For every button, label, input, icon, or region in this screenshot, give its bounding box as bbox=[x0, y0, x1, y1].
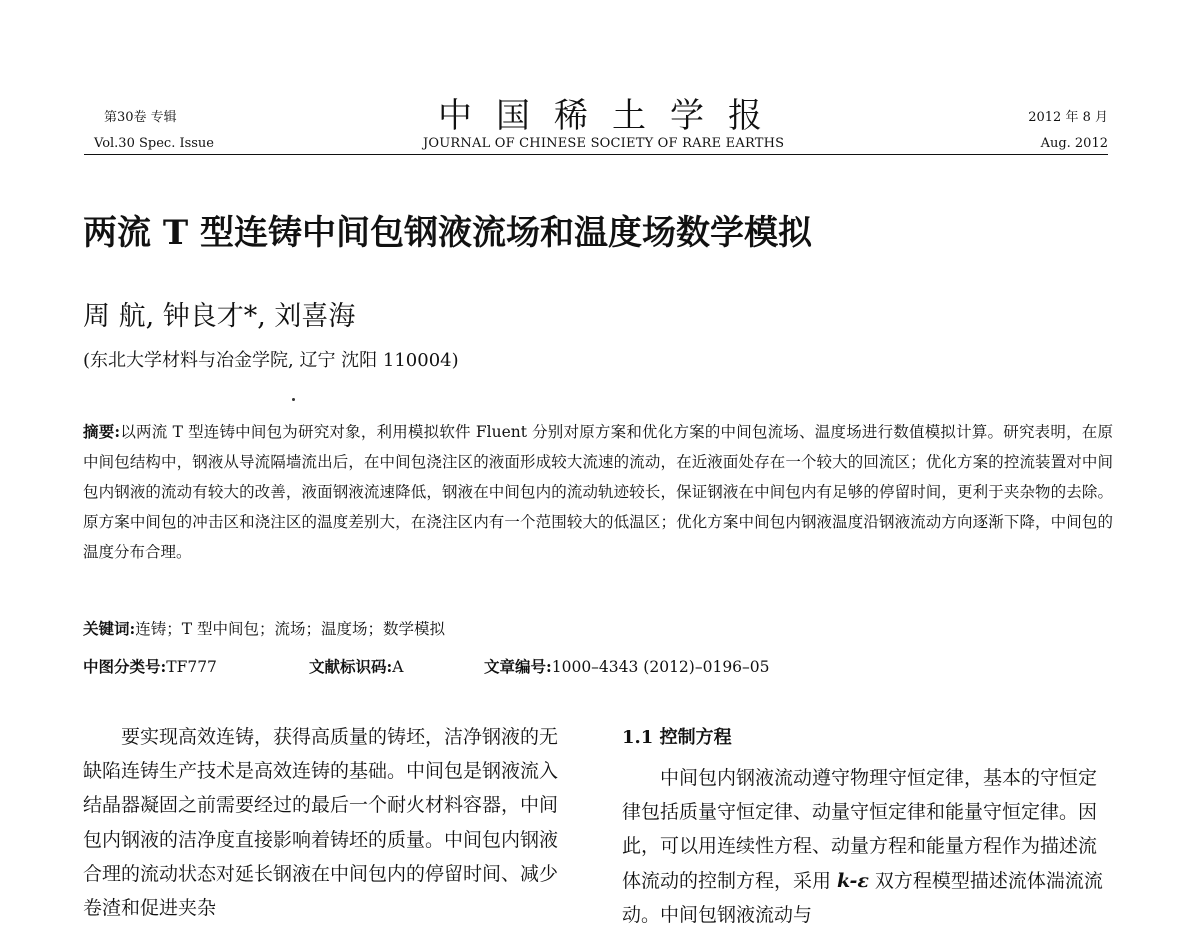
journal-title-cn: 中国稀土学报 bbox=[438, 96, 786, 136]
left-column bbox=[83, 720, 573, 925]
governing-equations-paragraph bbox=[622, 761, 1112, 932]
intro-paragraph: 要实现高效连铸，获得高质量的铸坯，洁净钢液的无缺陷连铸生产技术是高效连铸的基础。中间包是钢液流入结晶器凝固之前需要经过的最后一个耐火材料容器，中间包内钢液的洁净度直接影响着铸坯的质量。中间包内钢液合理的流动状态对延长钢液在中间包内的停留时间、减少卷渣和促进夹杂 bbox=[83, 726, 559, 920]
article-number bbox=[484, 655, 770, 679]
article-number-value: 1000–4343 (2012)–0196–05 bbox=[551, 658, 770, 676]
volume-cn: 第30卷 专辑 bbox=[104, 110, 177, 125]
classification-line bbox=[83, 655, 217, 679]
abstract bbox=[83, 417, 1113, 567]
section-heading: 1.1 控制方程 bbox=[622, 727, 732, 748]
keywords bbox=[83, 617, 445, 641]
date-en: Aug. 2012 bbox=[1040, 136, 1108, 151]
header-rule bbox=[84, 154, 1108, 155]
paper-title: 两流 T 型连铸中间包钢液流场和温度场数学模拟 bbox=[83, 213, 812, 253]
k-epsilon-symbol: k-ε bbox=[837, 869, 869, 892]
keywords-text: 连铸；T 型中间包；流场；温度场；数学模拟 bbox=[135, 620, 446, 638]
affiliation: (东北大学材料与冶金学院, 辽宁 沈阳 110004) bbox=[83, 350, 459, 371]
paragraph-text-before: 中间包内钢液流动遵守物理守恒定律，基本的守恒定律包括质量守恒定律、动量守恒定律和能量守恒定律。因此，可以用连续性方程、动量方程和能量方程作为描述流体流动的控制方程，采用 bbox=[622, 767, 1098, 892]
doc-code-label: 文献标识码: bbox=[309, 657, 393, 676]
right-column bbox=[622, 761, 1112, 932]
doc-code bbox=[309, 655, 403, 679]
keywords-label: 关键词: bbox=[83, 619, 136, 638]
doc-code-value: A bbox=[392, 658, 404, 676]
author-list: 周 航, 钟良才*, 刘喜海 bbox=[83, 301, 356, 332]
clc-label: 中图分类号: bbox=[83, 657, 167, 676]
volume-en: Vol.30 Spec. Issue bbox=[94, 136, 214, 151]
journal-title-en: JOURNAL OF CHINESE SOCIETY OF RARE EARTHS bbox=[423, 136, 785, 151]
abstract-label: 摘要: bbox=[83, 422, 121, 441]
article-number-label: 文章编号: bbox=[484, 657, 552, 676]
abstract-text: 以两流 T 型连铸中间包为研究对象，利用模拟软件 Fluent 分别对原方案和优化方案的中间包流场、温度场进行数值模拟计算。研究表明，在原中间包结构中，钢液从导流隔墙流出后，在中间包浇注区的液面形成较大流速的流动，在近液面处存在一个较大的回流区；优化方案的控流装置对中间包内钢液的流动有较大的改善，液面钢液流速降低，钢液在中间包内的流动轨迹较长，保证钢液在中间包内有足够的停留时间，更利于夹杂物的去除。原方案中间包的冲击区和浇注区的温度差别大，在浇注区内有一个范围较大的低温区；优化方案中间包内钢液温度沿钢液流动方向逐渐下降，中间包的温度分布合理。 bbox=[83, 423, 1113, 561]
paragraph-text-after: 双方程模型描述流体湍流流动。中间包钢液流动与 bbox=[622, 869, 1103, 926]
date-cn: 2012 年 8 月 bbox=[1028, 110, 1108, 125]
scan-speck bbox=[292, 398, 295, 401]
clc-value: TF777 bbox=[166, 658, 217, 676]
